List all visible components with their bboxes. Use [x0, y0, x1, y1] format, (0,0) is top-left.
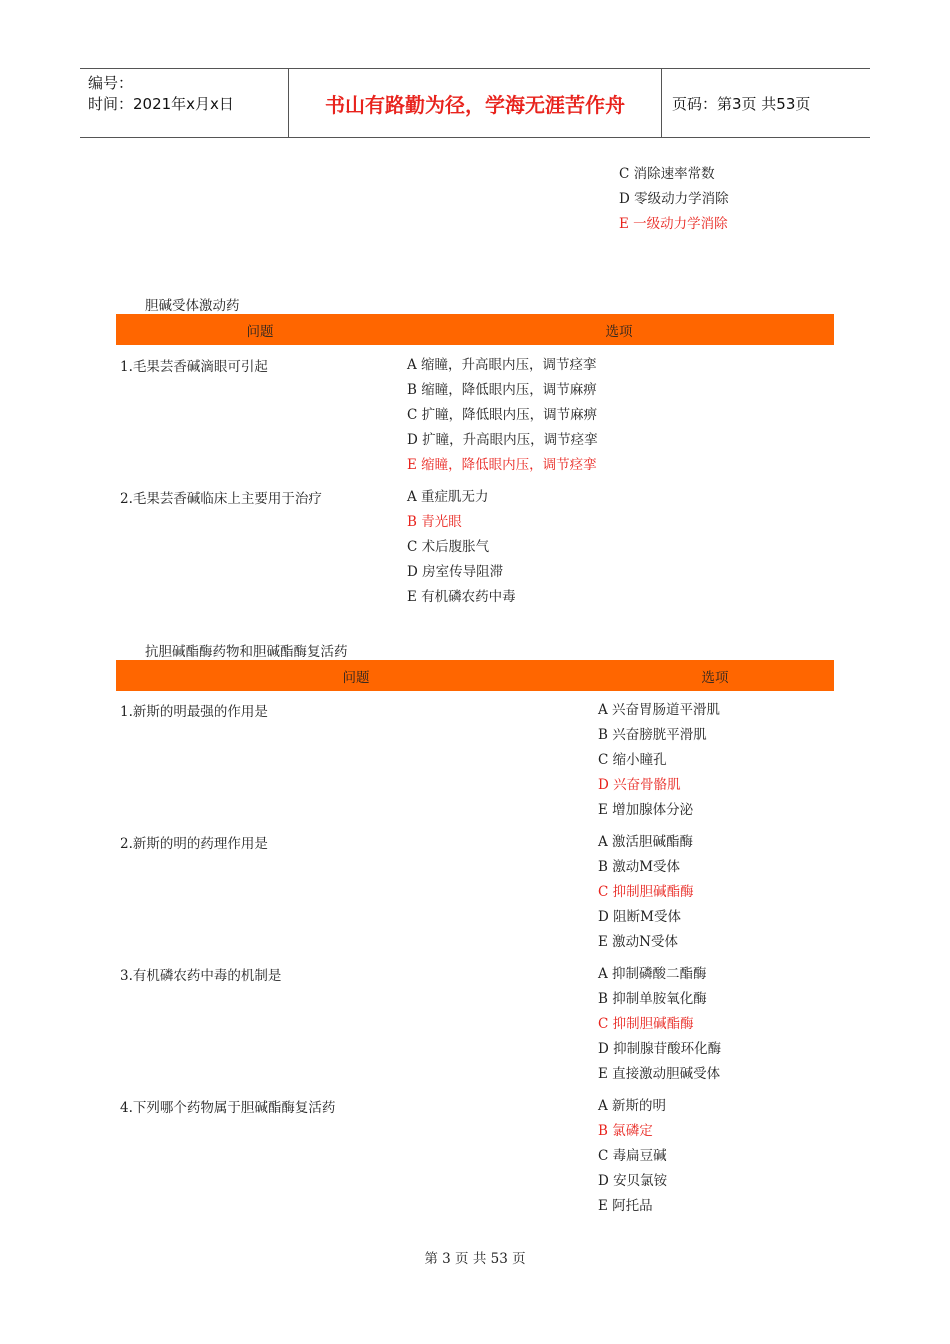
option-c: C 缩小瞳孔	[598, 752, 667, 768]
option-e-answer: E 缩瞳，降低眼内压，调节痉挛	[407, 457, 597, 473]
code-label: 编号：	[88, 74, 134, 92]
question-text: 2.毛果芸香碱临床上主要用于治疗	[120, 491, 322, 507]
continued-options	[619, 164, 729, 239]
time-label: 时间：2021年x月x日	[88, 95, 234, 113]
option-e: E 阿托品	[598, 1198, 653, 1214]
header-motto: 书山有路勤为径，学海无涯苦作舟	[289, 69, 662, 137]
option-b: B 抑制单胺氧化酶	[598, 991, 707, 1007]
column-header-options: 选项	[701, 669, 729, 686]
page-header	[80, 68, 870, 138]
option-d: D 房室传导阻滞	[407, 564, 504, 580]
option-list	[598, 832, 694, 957]
table-header	[116, 660, 834, 691]
option-a: A 兴奋胃肠道平滑肌	[598, 702, 721, 718]
header-page-label: 页码：第3页 共53页	[672, 94, 811, 113]
option-list	[598, 1096, 667, 1221]
option-c-answer: C 抑制胆碱酯酶	[598, 884, 694, 900]
option-list	[407, 355, 598, 480]
question-text: 3.有机磷农药中毒的机制是	[120, 968, 282, 984]
option-c: C 扩瞳，降低眼内压，调节麻痹	[407, 407, 598, 423]
option-b: B 激动M受体	[598, 859, 681, 875]
option-b: B 兴奋膀胱平滑肌	[598, 727, 707, 743]
question-text: 1.新斯的明最强的作用是	[120, 704, 268, 720]
option-e: E 直接激动胆碱受体	[598, 1066, 721, 1082]
option-a: A 激活胆碱酯酶	[598, 834, 694, 850]
option-d: D 零级动力学消除	[619, 191, 729, 207]
section-title: 抗胆碱酯酶药物和胆碱酯酶复活药	[145, 644, 348, 660]
option-e: E 有机磷农药中毒	[407, 589, 516, 605]
header-meta	[80, 69, 289, 137]
question-text: 4.下列哪个药物属于胆碱酯酶复活药	[120, 1100, 336, 1116]
option-b-answer: B 氯磷定	[598, 1123, 653, 1139]
option-list	[407, 487, 516, 612]
option-list	[598, 700, 720, 825]
option-a: A 重症肌无力	[407, 489, 489, 505]
option-d: D 扩瞳，升高眼内压，调节痉挛	[407, 432, 598, 448]
option-c: C 消除速率常数	[619, 166, 715, 182]
option-list	[598, 964, 721, 1089]
option-c: C 术后腹胀气	[407, 539, 490, 555]
page-footer: 第 3 页 共 53 页	[424, 1251, 526, 1267]
option-d-answer: D 兴奋骨骼肌	[598, 777, 681, 793]
table-header	[116, 314, 834, 345]
option-d: D 阻断M受体	[598, 909, 681, 925]
option-e: E 增加腺体分泌	[598, 802, 694, 818]
column-header-question: 问题	[246, 323, 274, 340]
column-header-options: 选项	[605, 323, 633, 340]
option-c: C 毒扁豆碱	[598, 1148, 667, 1164]
option-b: B 缩瞳，降低眼内压，调节麻痹	[407, 382, 597, 398]
option-d: D 抑制腺苷酸环化酶	[598, 1041, 722, 1057]
question-text: 2.新斯的明的药理作用是	[120, 836, 268, 852]
option-e: E 激动N受体	[598, 934, 678, 950]
column-header-question: 问题	[342, 669, 370, 686]
section-title: 胆碱受体激动药	[145, 298, 240, 314]
option-a: A 新斯的明	[598, 1098, 667, 1114]
option-a: A 抑制磷酸二酯酶	[598, 966, 707, 982]
option-d: D 安贝氯铵	[598, 1173, 668, 1189]
option-c-answer: C 抑制胆碱酯酶	[598, 1016, 694, 1032]
option-e-answer: E 一级动力学消除	[619, 216, 728, 232]
question-text: 1.毛果芸香碱滴眼可引起	[120, 359, 268, 375]
option-a: A 缩瞳，升高眼内压，调节痉挛	[407, 357, 597, 373]
option-b-answer: B 青光眼	[407, 514, 462, 530]
